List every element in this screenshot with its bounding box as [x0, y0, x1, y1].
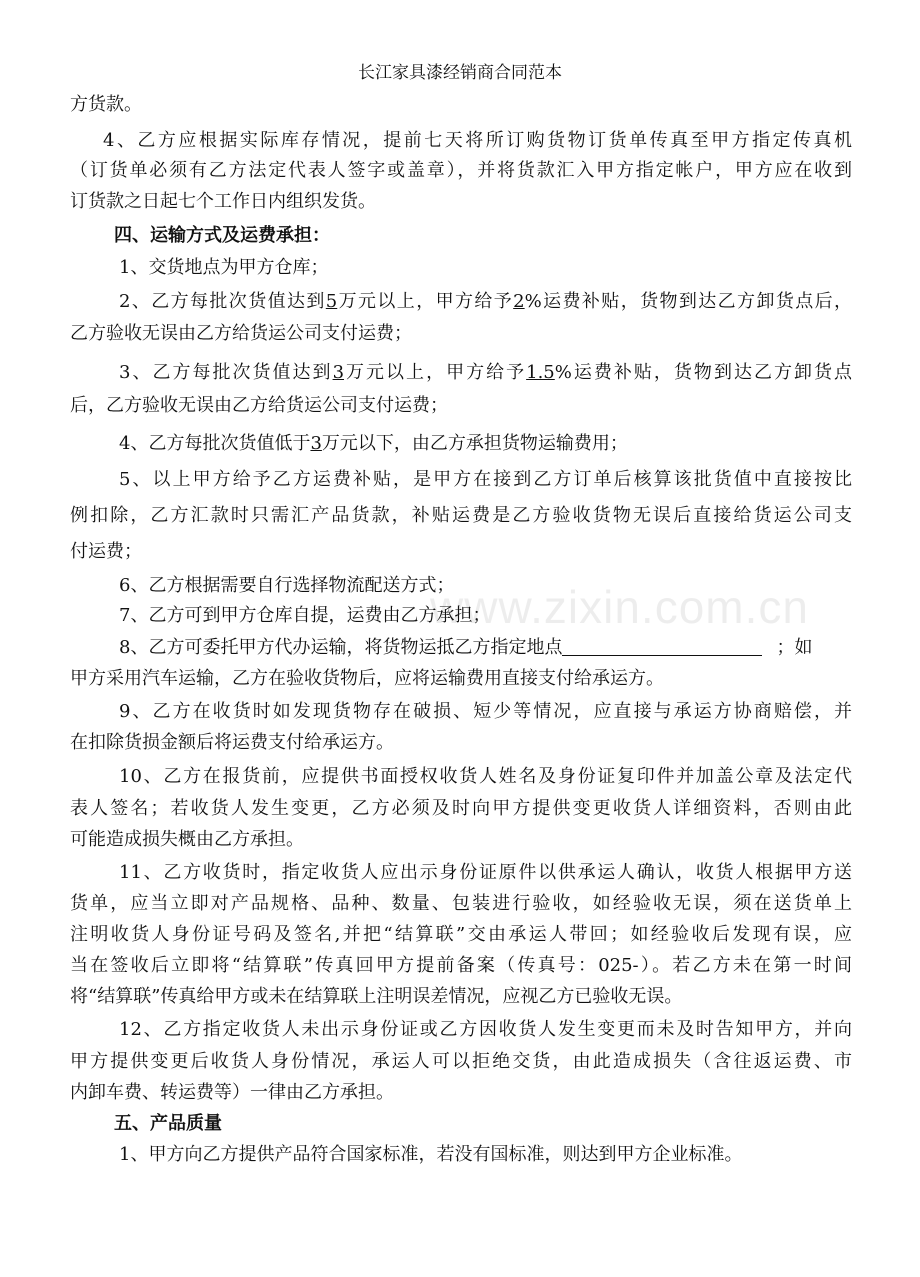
paragraph-line: 7、乙方可到甲方仓库自提，运费由乙方承担； [119, 605, 491, 626]
paragraph-line: 货单，应当立即对产品规格、品种、数量、包装进行验收，如经验收无误，须在送货单上 [70, 893, 852, 914]
paragraph-line: 在扣除货损金额后将运费支付给承运方。 [70, 732, 394, 753]
paragraph-line: 1、甲方向乙方提供产品符合国家标准，若没有国标准，则达到甲方企业标准。 [119, 1144, 743, 1165]
text-segment: 3、乙方每批次货值达到 [119, 362, 333, 383]
blank-underline [562, 637, 762, 656]
text-segment: 2、乙方每批次货值达到 [119, 291, 326, 312]
text-segment: 万元以下，由乙方承担货物运输费用； [321, 433, 628, 454]
paragraph-line [119, 290, 852, 314]
text-segment: %运费补贴，货物到达乙方卸货点后， [524, 291, 853, 312]
section-heading: 四、运输方式及运费承担： [114, 225, 330, 246]
paragraph-line: 11、乙方收货时，指定收货人应出示身份证原件以供承运人确认，收货人根据甲方送 [119, 862, 852, 883]
paragraph-line: 订货款之日起七个工作日内组织发货。 [70, 191, 376, 212]
filled-value: 5 [325, 291, 338, 312]
paragraph-line: 10、乙方在报货前，应提供书面授权收货人姓名及身份证复印件并加盖公章及法定代 [119, 766, 852, 787]
paragraph-line [119, 432, 901, 456]
filled-value: 1.5 [526, 362, 555, 383]
text-segment: 8、乙方可委托甲方代办运输，将货物运抵乙方指定地点 [119, 637, 563, 658]
paragraph-line: 注明收货人身份证号码及签名,并把“结算联”交由承运人带回；如经验收后发现有误，应 [70, 924, 852, 945]
text-segment: ；如 [776, 637, 813, 658]
paragraph-line: （订货单必须有乙方法定代表人签字或盖章），并将货款汇入甲方指定帐户，甲方应在收到 [70, 160, 852, 181]
paragraph-line: 乙方验收无误由乙方给货运公司支付运费； [70, 323, 412, 344]
paragraph-line: 将“结算联”传真给甲方或未在结算联上注明误差情况，应视乙方已验收无误。 [70, 986, 683, 1007]
text-segment: %运费补贴，货物到达乙方卸货点 [554, 362, 853, 383]
paragraph-line: 表人签名；若收货人发生变更，乙方必须及时向甲方提供变更收货人详细资料，否则由此 [70, 798, 852, 819]
text-segment: 万元以上，甲方给予 [337, 291, 514, 312]
paragraph-line: 6、乙方根据需要自行选择物流配送方式； [119, 575, 455, 596]
paragraph-line: 5、以上甲方给予乙方运费补贴，是甲方在接到乙方订单后核算该批货值中直接按比 [119, 469, 852, 490]
paragraph-line: 后，乙方验收无误由乙方给货运公司支付运费； [70, 395, 448, 416]
paragraph-line: 12、乙方指定收货人未出示身份证或乙方因收货人发生变更而未及时告知甲方，并向 [119, 1019, 852, 1040]
filled-value: 3 [310, 433, 322, 454]
paragraph-line: 当在签收后立即将“结算联”传真回甲方提前备案（传真号：025-）。若乙方未在第一时间 [70, 955, 852, 976]
paragraph-line: 甲方采用汽车运输，乙方在验收货物后，应将运输费用直接支付给承运方。 [70, 668, 664, 689]
paragraph-line: 付运费； [70, 541, 142, 562]
text-segment: 4、乙方每批次货值低于 [119, 433, 311, 454]
paragraph-line: 方货款。 [70, 94, 142, 115]
filled-value: 2 [513, 291, 525, 312]
text-segment: 万元以上，甲方给予 [344, 362, 527, 383]
paragraph-line: 可能造成损失概由乙方承担。 [70, 829, 304, 850]
paragraph-line: 9、乙方在收货时如发现货物存在破损、短少等情况，应直接与承运方协商赔偿，并 [119, 701, 852, 722]
paragraph-line: 4、乙方应根据实际库存情况，提前七天将所订购货物订货单传真至甲方指定传真机 [103, 130, 852, 151]
paragraph-line [119, 636, 852, 660]
filled-value: 3 [332, 362, 345, 383]
watermark: www.zixin.com.cn [430, 581, 809, 633]
paragraph-line: 甲方提供变更后收货人身份情况，承运人可以拒绝交货，由此造成损失（含往返运费、市 [70, 1051, 852, 1072]
paragraph-line [119, 361, 852, 385]
page-title: 长江家具漆经销商合同范本 [358, 63, 562, 83]
section-heading: 五、产品质量 [114, 1113, 222, 1134]
paragraph-line: 例扣除，乙方汇款时只需汇产品货款，补贴运费是乙方验收货物无误后直接给货运公司支 [70, 505, 852, 526]
paragraph-line: 内卸车费、转运费等）一律由乙方承担。 [70, 1082, 394, 1103]
paragraph-line: 1、交货地点为甲方仓库； [119, 257, 329, 278]
